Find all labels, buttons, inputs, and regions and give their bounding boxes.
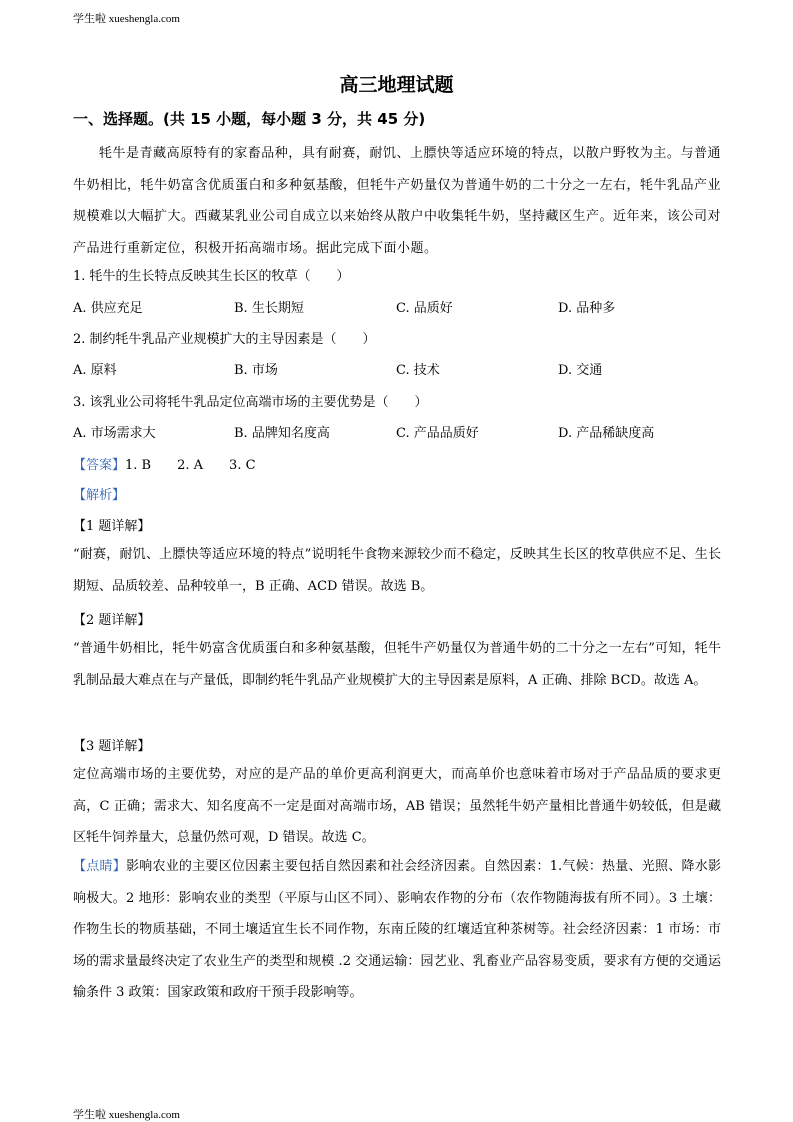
q2-option-b: B. 市场 bbox=[234, 363, 278, 378]
q2-option-a: A. 原料 bbox=[73, 363, 117, 378]
detail-2-text: “普通牛奶相比，牦牛奶富含优质蛋白和多种氨基酸，但牦牛产奶量仅为普通牛奶的二十分之一左右”可知，牦牛乳制品最大难点在与产量低，即制约牦牛乳品产业规模扩大的主导因素是原料，A 正确、排除 BCD。故选 A。 bbox=[73, 641, 721, 688]
detail-1-text: “耐赛，耐饥、上膘快等适应环境的特点”说明牦牛食物来源较少而不稳定，反映其生长区的牧草供应不足、生长期短、品质较差、品种较单一，B 正确、ACD 错误。故选 B。 bbox=[73, 547, 721, 594]
tip-label: 【点睛】 bbox=[73, 859, 126, 874]
question-3-options bbox=[73, 422, 733, 442]
tip-paragraph bbox=[73, 851, 721, 1009]
section-heading: 一、选择题。(共 15 小题，每小题 3 分，共 45 分) bbox=[73, 110, 426, 128]
answer-item-2: 2. A bbox=[177, 458, 204, 473]
footer-site-label: 学生啦 xueshengla.com bbox=[73, 1109, 180, 1121]
q3-option-a: A. 市场需求大 bbox=[73, 426, 156, 441]
analysis-label: 【解析】 bbox=[73, 488, 126, 503]
header-site-label: 学生啦 xueshengla.com bbox=[73, 13, 180, 25]
detail-1-heading: 【1 题详解】 bbox=[73, 519, 151, 534]
q1-option-b: B. 生长期短 bbox=[234, 301, 304, 316]
tip-text: 影响农业的主要区位因素主要包括自然因素和社会经济因素。自然因素：1.气候：热量、光照、降水影响极大。2 地形：影响农业的类型（平原与山区不同）、影响农作物的分布（农作物随海拔有所不同）。3 土壤：作物生长的物质基础，不同土壤适宜生长不同作物，东南丘陵的红壤适宜种茶树等。社会经济因素：1 市场：市场的需求量最终决定了农业生产的类型和规模 .2 交通运输：园艺业、乳畜业产品容易变质，要求有方便的交通运输条件 3 政策：国家政策和政府干预手段影响等。 bbox=[73, 859, 721, 1000]
question-2-stem: 2. 制约牦牛乳品产业规模扩大的主导因素是（ ） bbox=[73, 332, 376, 347]
question-2-options bbox=[73, 359, 733, 379]
question-3-stem: 3. 该乳业公司将牦牛乳品定位高端市场的主要优势是（ ） bbox=[73, 395, 428, 410]
detail-3-heading: 【3 题详解】 bbox=[73, 739, 151, 754]
q3-option-b: B. 品牌知名度高 bbox=[234, 426, 330, 441]
q1-option-a: A. 供应充足 bbox=[73, 301, 143, 316]
answer-label: 【答案】 bbox=[73, 458, 126, 473]
q1-option-d: D. 品种多 bbox=[558, 301, 616, 316]
q1-option-c: C. 品质好 bbox=[396, 301, 453, 316]
question-1-options bbox=[73, 297, 733, 317]
page-title: 高三地理试题 bbox=[339, 74, 454, 96]
answer-item-3: 3. C bbox=[229, 458, 256, 473]
reading-passage: 牦牛是青藏高原特有的家畜品种，具有耐赛，耐饥、上膘快等适应环境的特点，以散户野牧为主。与普通牛奶相比，牦牛奶富含优质蛋白和多种氨基酸，但牦牛产奶量仅为普通牛奶的二十分之一左右，牦牛乳品产业规模难以大幅扩大。西藏某乳业公司自成立以来始终从散户中收集牦牛奶，坚持藏区生产。近年来，该公司对产品进行重新定位，积极开拓高端市场。据此完成下面小题。 bbox=[73, 146, 722, 256]
q2-option-c: C. 技术 bbox=[396, 363, 440, 378]
question-1-stem: 1. 牦牛的生长特点反映其生长区的牧草（ ） bbox=[73, 269, 350, 284]
q2-option-d: D. 交通 bbox=[558, 363, 603, 378]
answer-item-1: 1. B bbox=[125, 458, 152, 473]
answer-line bbox=[73, 454, 282, 473]
q3-option-c: C. 产品品质好 bbox=[396, 426, 479, 441]
q3-option-d: D. 产品稀缺度高 bbox=[558, 426, 655, 441]
detail-2-heading: 【2 题详解】 bbox=[73, 613, 151, 628]
detail-3-text: 定位高端市场的主要优势，对应的是产品的单价更高利润更大，而高单价也意味着市场对于产品品质的要求更高，C 正确；需求大、知名度高不一定是面对高端市场，AB 错误；虽然牦牛奶产量相比普通牛奶较低，但是藏区牦牛饲养量大，总量仍然可观，D 错误。故选 C。 bbox=[73, 767, 721, 845]
